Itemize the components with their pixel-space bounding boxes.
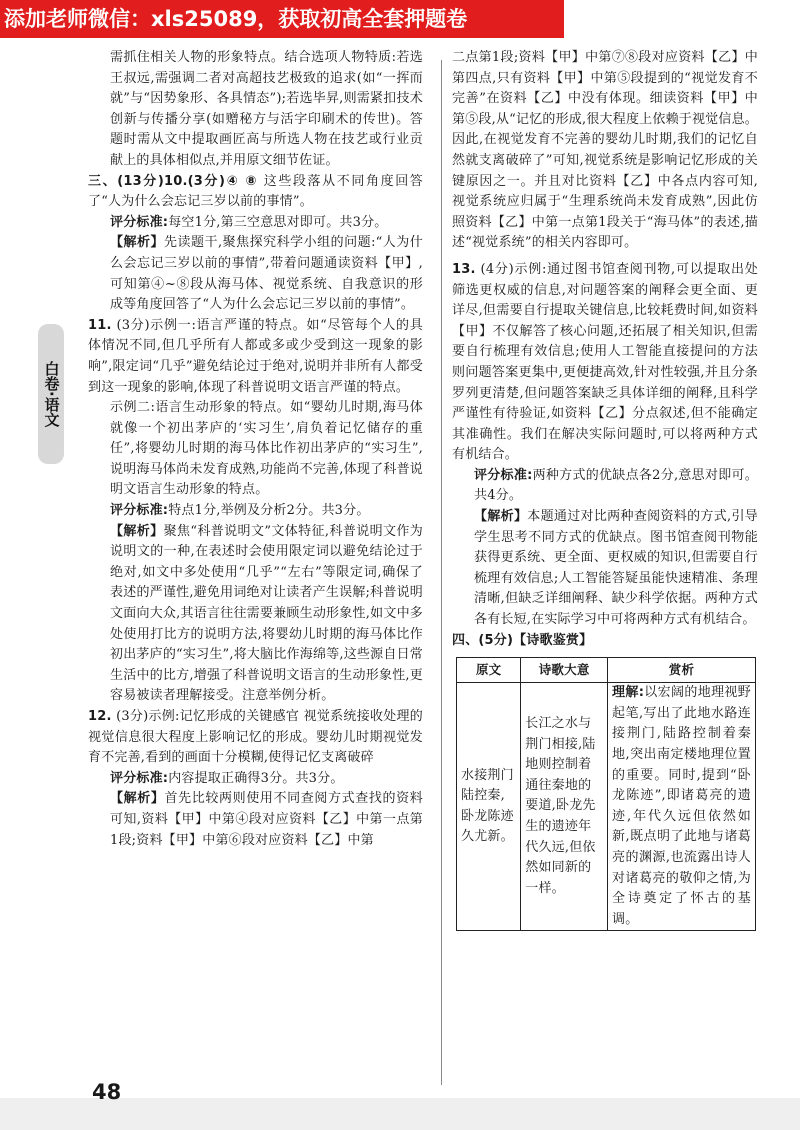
header-original: 原文 xyxy=(457,658,521,683)
q11-example-two: 示例二:语言生动形象的特点。如“婴幼儿时期,海马体就像一个初出茅庐的‘实习生’,肩负着记忆储存的重任”,将婴幼儿时期的海马体比作初出茅庐的“实习生”,说明海马体尚未发育成熟,功能尚不完善,体现了科普说明文语言生动形象的特点。 xyxy=(110,400,423,498)
score-label: 评分标准: xyxy=(110,503,169,519)
section-three-q10 xyxy=(88,172,423,213)
page-number: 48 xyxy=(92,1080,122,1104)
section-four-heading: 四、(5分)【诗歌鉴赏】 xyxy=(452,632,593,648)
q11-analysis xyxy=(88,522,423,707)
score-text: 内容提取正确得3分。共3分。 xyxy=(168,770,344,786)
cell-analysis xyxy=(608,683,756,931)
q12-analysis xyxy=(88,789,423,851)
analysis-label: 【解析】 xyxy=(110,235,164,251)
poem-table-row xyxy=(457,683,756,931)
q10-analysis xyxy=(88,233,423,315)
q12-answer xyxy=(88,707,423,769)
q10-score xyxy=(88,213,423,234)
analysis-label: 【解析】 xyxy=(474,509,528,525)
subject-side-tab xyxy=(38,324,64,464)
q10-answer-text: 这些段落从不同角度回答了“人为什么会忘记三岁以前的事情”。 xyxy=(88,173,424,210)
header-analysis: 赏析 xyxy=(608,658,756,683)
q11-text: (3分)示例一:语言严谨的特点。如“尽管每个人的具体情况不同,但几乎所有人都或多或少受到这一现象的影响”,限定词“几乎”避免结论过于绝对,说明并非所有人都受到这一现象的影响,体现了科普说明文语言严谨的特点。 xyxy=(88,317,423,395)
section-three-heading: 三、(13分)10.(3分)④ ⑧ xyxy=(88,173,258,189)
analysis-text: 聚焦“科普说明文”文体特征,科普说明文作为说明文的一种,在表述时会使用限定词以避免结论过于绝对,如文中多处使用“几乎”“左右”等限定词,确保了表述的严谨性,避免用词绝对让读者产生误解;科普说明文面向大众,其语言往往需要兼顾生动形象性,如文中多处使用打比方的说明方法,将婴幼儿时期的海马体比作初出茅庐的“实习生”,将大脑比作海绵等,这些源自日常生活中的比方,增强了科普说明文语言的生动形象性,更容易被读者理解接受。注意举例分析。 xyxy=(110,523,423,704)
score-text: 两种方式的优缺点各2分,意思对即可。共4分。 xyxy=(474,467,758,504)
score-text: 每空1分,第三空意思对即可。共3分。 xyxy=(168,214,388,230)
cell-original: 水接荆门陆控秦,卧龙陈迹久尤新。 xyxy=(457,683,521,931)
side-tab-label: 白卷·语文 xyxy=(42,361,61,427)
score-label: 评分标准: xyxy=(474,467,533,483)
analysis-text: 本题通过对比两种查阅资料的方式,引导学生思考不同方式的优缺点。图书馆查阅刊物能获得更系统、更全面、更权威的知识,但需要自行梳理有效信息;人工智能答疑虽能快速精准、条理清晰,但缺乏详细阐释、缺少科学依据。两种方式各有长短,在实际学习中可将两种方式有机结合。 xyxy=(474,509,758,628)
analysis-text: 先读题干,聚焦探究科学小组的问题:“人为什么会忘记三岁以前的事情”,带着问题通读资料【甲】,可知第④~⑧段从海马体、视觉系统、自我意识的形成等角度回答了“人为什么会忘记三岁以前的事情”。 xyxy=(110,235,423,313)
right-column xyxy=(452,48,758,931)
q12-score xyxy=(88,769,423,790)
q11-number: 11. xyxy=(88,317,112,333)
q11-score xyxy=(88,501,423,522)
q12-text: (3分)示例:记忆形成的关键感官 视觉系统接收处理的视觉信息很大程度上影响记忆的形成。婴幼儿时期视觉发育不完善,看到的画面十分模糊,使得记忆支离破碎 xyxy=(88,709,423,766)
q13-number: 13. xyxy=(452,261,476,277)
q9-analysis-continued: 需抓住相关人物的形象特点。结合选项人物特质:若选王叔远,需强调二者对高超技艺极致的追求(如“一挥而就”与“因势象形、各具情态”);若选毕昇,则需紧扣技术创新与传播分享(如赠秘方与活字印刷术的传世)。答题时需从文中提取画匠高与所选人物在技艺或行业贡献上的具体相似点,并用原文细节佐证。 xyxy=(110,50,423,168)
q12-analysis-continued: 二点第1段;资料【甲】中第⑦⑧段对应资料【乙】中第四点,只有资料【甲】中第⑤段提到的“视觉发育不完善”在资料【乙】中没有体现。细读资料【甲】中第⑤段,从“记忆的形成,很大程度上依赖于视觉信息。因此,在视觉发育不完善的婴幼儿时期,我们的记忆自然就支离破碎了”可知,视觉系统是影响记忆形成的关键原因之一。并且对比资料【乙】中各点内容可知,视觉系统应归属于“生理系统尚未发育成熟”,因此仿照资料【乙】中第一点第1段关于“海马体”的表述,描述“视觉系统”的相关内容即可。 xyxy=(452,50,758,251)
score-label: 评分标准: xyxy=(110,770,169,786)
poem-table-header xyxy=(457,658,756,683)
column-divider xyxy=(441,60,442,1085)
header-meaning: 诗歌大意 xyxy=(521,658,608,683)
left-column xyxy=(88,48,423,851)
q13-score xyxy=(452,466,758,507)
q13-answer xyxy=(452,260,758,466)
q12-number: 12. xyxy=(88,709,112,724)
analysis-label: 【解析】 xyxy=(110,523,164,539)
analysis-text: 首先比较两则使用不同查阅方式查找的资料可知,资料【甲】中第④段对应资料【乙】中第一点第1段;资料【甲】中第⑥段对应资料【乙】中第 xyxy=(110,791,423,848)
poem-table xyxy=(456,657,756,931)
promo-banner: 添加老师微信：xls25089，获取初高全套押题卷 xyxy=(0,0,564,38)
analysis-label: 【解析】 xyxy=(110,791,165,807)
q11-example-one xyxy=(88,316,423,398)
cell-meaning: 长江之水与荆门相接,陆地则控制着通往秦地的要道,卧龙先生的遗迹年代久远,但依然如同新的一样。 xyxy=(521,683,608,931)
q13-analysis xyxy=(452,507,758,631)
score-label: 评分标准: xyxy=(110,214,169,230)
analysis-label: 理解: xyxy=(612,685,645,701)
analysis-text: 以宏阔的地理视野起笔,写出了此地水路连接荆门,陆路控制着秦地,突出南定楼地理位置的重要。同时,提到“卧龙陈迹”,即诸葛亮的遗迹,年代久远但依然如新,既点明了此地与诸葛亮的渊源,也流露出诗人对诸葛亮的敬仰之情,为全诗奠定了怀古的基调。 xyxy=(612,685,751,927)
q13-text: (4分)示例:通过图书馆查阅刊物,可以提取出处筛选更权威的信息,对问题答案的阐释会更全面、更详尽,但需要自行提取关键信息,比较耗费时间,如资料【甲】不仅解答了核心问题,还拓展了相关知识,但需要自行梳理有效信息;使用人工智能直接提问的方法则问题答案更集中,更便捷高效,针对性较强,并且分条罗列更清楚,但问题答案缺乏具体详细的阐释,且科学严谨性有待验证,如资料【乙】分点叙述,但不能确定其准确性。我们在解决实际问题时,可以将两种方式有机结合。 xyxy=(452,261,758,463)
score-text: 特点1分,举例及分析2分。共3分。 xyxy=(168,503,370,519)
